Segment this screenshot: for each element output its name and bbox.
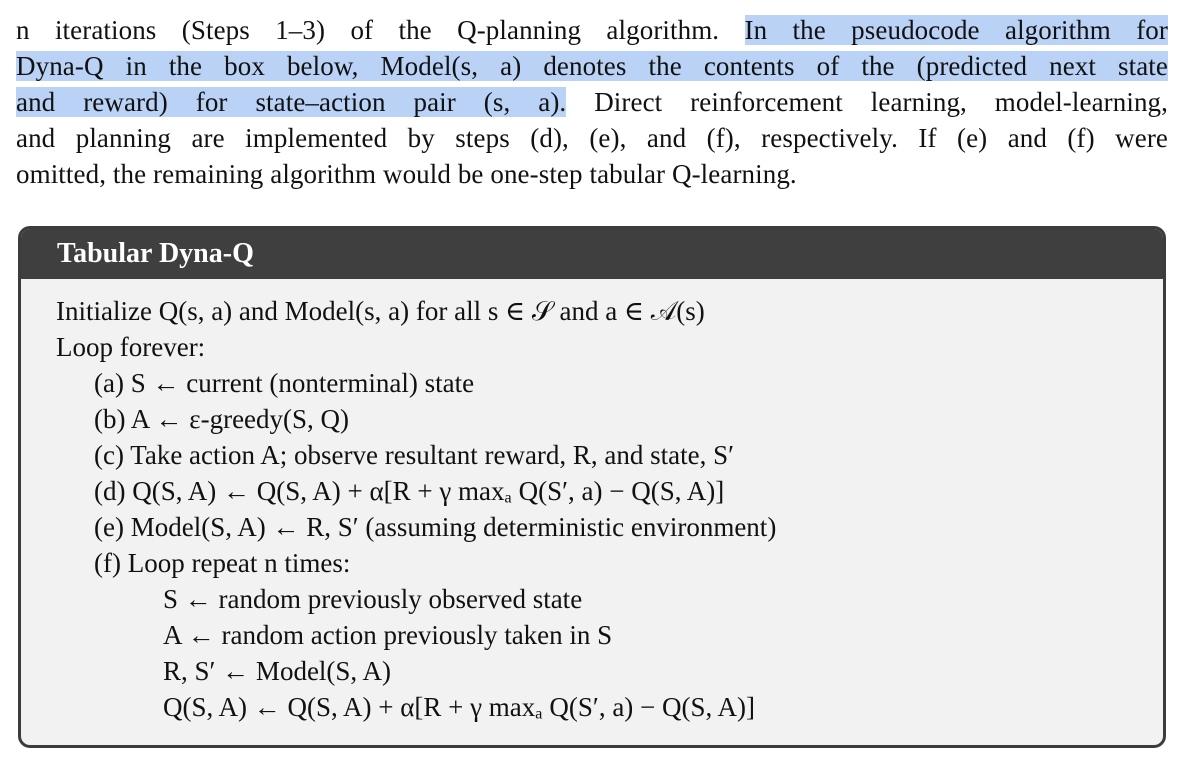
algorithm-substep: R, S′ ← Model(S, A): [163, 656, 391, 686]
paragraph-line-2: [16, 48, 1168, 84]
algorithm-body: [21, 279, 1163, 725]
algorithm-step-d: (d) Q(S, A) ← Q(S, A) + α[R + γ maxₐ Q(S′, a) − Q(S, A)]: [94, 476, 725, 506]
highlighted-text[interactable]: In the pseudocode algorithm for: [744, 15, 1168, 45]
algorithm-substep: A ← random action previously taken in S: [163, 620, 613, 650]
paragraph-line-5: omitted, the remaining algorithm would be one-step tabular Q-learning.: [16, 159, 797, 189]
algorithm-step-b: (b) A ← ε-greedy(S, Q): [94, 404, 350, 434]
algorithm-line: Loop forever:: [56, 332, 206, 362]
algorithm-step-e: (e) Model(S, A) ← R, S′ (assuming deterministic environment): [94, 512, 777, 542]
algorithm-substep: S ← random previously observed state: [163, 584, 583, 614]
page: [16, 12, 1168, 760]
paragraph-line-1-plain: n iterations (Steps 1–3) of the Q-planning algorithm.: [16, 15, 745, 45]
highlighted-text[interactable]: and reward) for state–action pair (s, a).: [16, 87, 567, 117]
algorithm-title: Tabular Dyna-Q: [21, 229, 1163, 279]
algorithm-substep: Q(S, A) ← Q(S, A) + α[R + γ maxₐ Q(S′, a) − Q(S, A)]: [163, 692, 756, 722]
algorithm-step-f: (f) Loop repeat n times:: [94, 548, 351, 578]
paragraph-line-4: and planning are implemented by steps (d), (e), and (f), respectively. If (e) and (f) were: [16, 123, 1168, 153]
algorithm-line: Initialize Q(s, a) and Model(s, a) for all s ∈ 𝒮 and a ∈ 𝒜(s): [56, 296, 705, 326]
highlighted-text[interactable]: Dyna-Q in the box below, Model(s, a) denotes the contents of the (predicted next state: [16, 51, 1168, 81]
algorithm-step-a: (a) S ← current (nonterminal) state: [94, 368, 475, 398]
body-paragraph: [16, 12, 1168, 192]
algorithm-box: [18, 226, 1166, 748]
algorithm-step-c: (c) Take action A; observe resultant reward, R, and state, S′: [94, 440, 735, 470]
paragraph-line-3: [16, 84, 1168, 120]
paragraph-line-1: [16, 12, 1168, 48]
paragraph-line-3-plain: Direct reinforcement learning, model-learning,: [566, 87, 1169, 117]
